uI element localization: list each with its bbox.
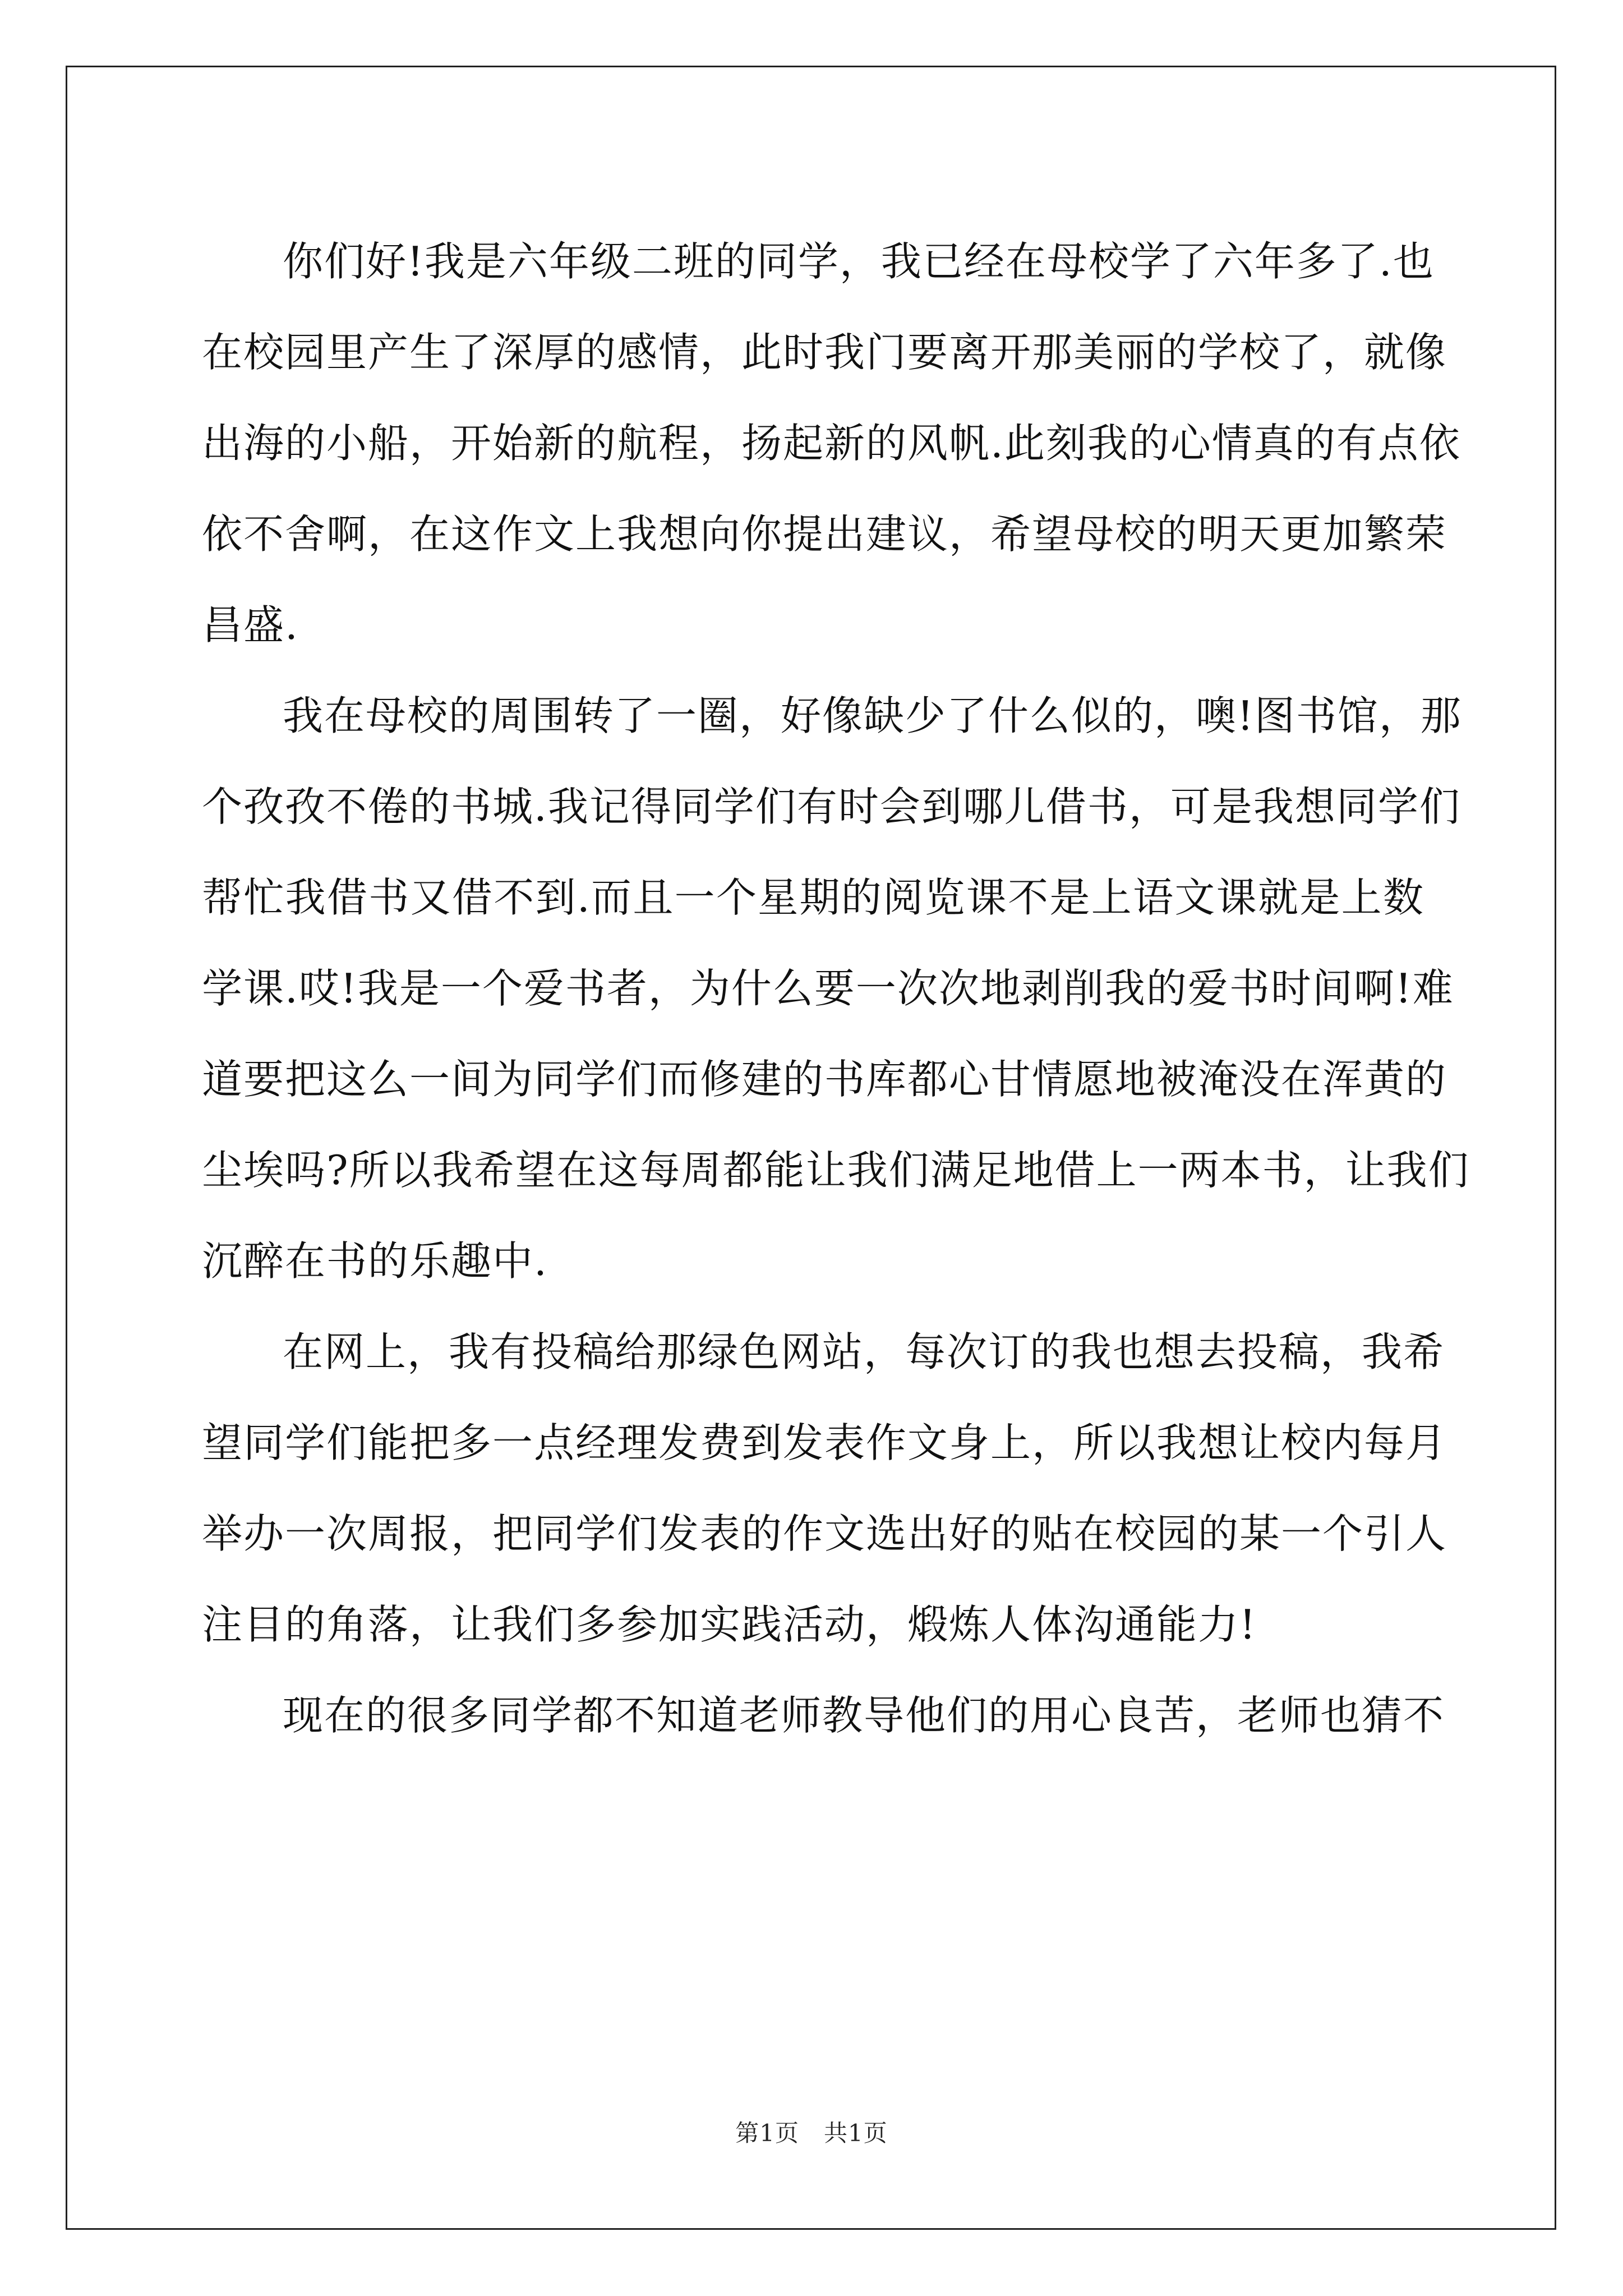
- page-footer: [0, 2115, 1623, 2148]
- text-line: 个孜孜不倦的书城.我记得同学们有时会到哪儿借书，可是我想同学们: [202, 783, 1461, 830]
- text-line: 在网上，我有投稿给那绿色网站，每次订的我也想去投稿，我希: [283, 1328, 1445, 1375]
- text-line: 道要把这么一间为同学们而修建的书库都心甘情愿地被淹没在浑黄的: [202, 1056, 1447, 1103]
- text-line: 现在的很多同学都不知道老师教导他们的用心良苦，老师也猜不: [283, 1692, 1445, 1739]
- page-total: 共1页: [824, 2119, 888, 2147]
- text-line: 出海的小船，开始新的航程，扬起新的风帆.此刻我的心情真的有点依: [202, 420, 1461, 467]
- text-line: 注目的角落，让我们多参加实践活动，煅炼人体沟通能力!: [202, 1601, 1257, 1648]
- text-line: 我在母校的周围转了一圈，好像缺少了什么似的，噢!图书馆，那: [283, 692, 1462, 739]
- paragraph-2: [202, 670, 1470, 1306]
- text-line: 帮忙我借书又借不到.而且一个星期的阅览课不是上语文课就是上数: [202, 874, 1424, 921]
- text-line: 学课.哎!我是一个爱书者，为什么要一次次地剥削我的爱书时间啊!难: [202, 965, 1454, 1012]
- text-line: 举办一次周报，把同学们发表的作文选出好的贴在校园的某一个引人: [202, 1510, 1447, 1557]
- document-body: [202, 216, 1470, 1761]
- paragraph-3: [202, 1306, 1447, 1670]
- paragraph-4: [202, 1670, 1445, 1761]
- text-line: 你们好!我是六年级二班的同学，我已经在母校学了六年多了.也: [283, 238, 1435, 285]
- text-line: 望同学们能把多一点经理发费到发表作文身上，所以我想让校内每月: [202, 1419, 1447, 1466]
- text-line: 沉醉在书的乐趣中.: [202, 1237, 548, 1285]
- text-line: 在校园里产生了深厚的感情，此时我门要离开那美丽的学校了，就像: [202, 329, 1447, 376]
- text-line: 依不舍啊，在这作文上我想向你提出建议，希望母校的明天更加繁荣: [202, 510, 1447, 558]
- paragraph-1: [202, 216, 1461, 670]
- text-line: 尘埃吗?所以我希望在这每周都能让我们满足地借上一两本书，让我们: [202, 1147, 1470, 1194]
- text-line: 昌盛.: [202, 601, 299, 648]
- page-number: 第1页: [735, 2119, 799, 2147]
